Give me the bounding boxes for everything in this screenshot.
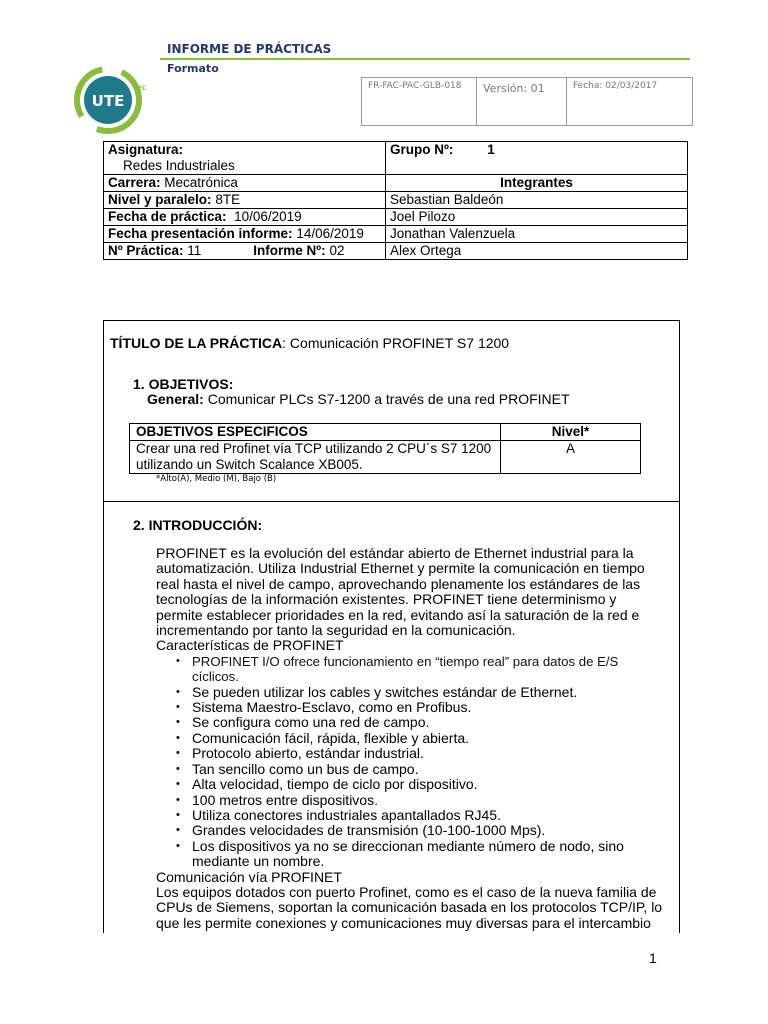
- feature-item: • Utiliza conectores industriales apantallados RJ45.: [192, 808, 666, 823]
- practice-title: [110, 335, 509, 351]
- practica-label: Nº Práctica:: [108, 243, 184, 258]
- document-date: Fecha: 02/03/2017: [573, 81, 658, 91]
- intro-paragraph: PROFINET es la evolución del estándar abierto de Ethernet industrial para la automatización. Utiliza Industrial Ethernet y permite la comunicación en tiempo real hasta el nivel de campo, aprovechando plenamente los estándares de las tecnologías de la información existentes. PROFINET tiene determinismo y permite establecer prioridades en la red, evitando así la saturación de la red e incrementando por tanto la seguridad en la comunicación.: [156, 545, 645, 639]
- info-table: [103, 141, 688, 260]
- carrera-value: Mecatrónica: [164, 175, 238, 190]
- practice-title-value: : Comunicación PROFINET S7 1200: [282, 335, 510, 351]
- grupo-label: Grupo Nº:: [390, 142, 454, 157]
- grupo-cell: [386, 142, 688, 175]
- report-subtitle: Formato: [167, 62, 219, 75]
- specific-objective-text: Crear una red Profinet vía TCP utilizando 2 CPU´s S7 1200 utilizando un Switch Scalance XB005.: [130, 441, 501, 474]
- general-value: Comunicar PLCs S7-1200 a través de una red PROFINET: [203, 391, 570, 407]
- logo-suffix: EC: [137, 85, 147, 92]
- practica-value: 11: [187, 243, 202, 258]
- comm-heading: Comunicación vía PROFINET: [156, 868, 342, 885]
- fecha-practica-cell: [104, 209, 386, 226]
- report-title: INFORME DE PRÁCTICAS: [167, 42, 332, 56]
- logo-text: UTE: [91, 92, 125, 110]
- carrera-cell: [104, 175, 386, 192]
- asignatura-value: Redes Industriales: [123, 158, 235, 173]
- comm-paragraph: Los equipos dotados con puerto Profinet, como es el caso de la nueva familia de CPUs de Siemens, soportan la comunicación basada en los protocolos TCP/IP, lo que les permite conexiones y comunicaciones muy diversas para el intercambio: [156, 883, 663, 931]
- asignatura-label: Asignatura:: [108, 142, 184, 157]
- practice-title-label: TÍTULO DE LA PRÁCTICA: [110, 335, 283, 351]
- fecha-presentacion-label: Fecha presentación informe:: [108, 226, 293, 241]
- asignatura-cell: [104, 142, 386, 175]
- objetivos-heading: 1. OBJETIVOS:: [133, 376, 234, 392]
- general-label: General:: [147, 391, 204, 407]
- feature-item: • Comunicación fácil, rápida, flexible y abierta.: [192, 731, 666, 746]
- feature-item: • Tan sencillo como un bus de campo.: [192, 762, 666, 777]
- fecha-presentacion-cell: [104, 226, 386, 243]
- feature-item: • 100 metros entre dispositivos.: [192, 793, 666, 808]
- introduccion-body: [156, 546, 666, 931]
- document-code: FR-FAC-PAC-GLB-018: [362, 78, 477, 125]
- fecha-practica-value: 10/06/2019: [234, 209, 302, 224]
- member-3: Jonathan Valenzuela: [386, 226, 688, 243]
- document-meta-box: [361, 77, 693, 126]
- practica-cell: [104, 243, 386, 260]
- page-number: 1: [649, 950, 657, 966]
- features-heading: Características de PROFINET: [156, 637, 344, 654]
- fecha-practica-label: Fecha de práctica:: [108, 209, 227, 224]
- specific-objective-level: A: [501, 441, 641, 474]
- header-rule: [160, 58, 690, 60]
- general-objective: [147, 391, 570, 407]
- feature-item: • Se pueden utilizar los cables y switches estándar de Ethernet.: [192, 685, 666, 700]
- section-divider: [103, 501, 679, 502]
- document-version: Versión: 01: [477, 78, 567, 125]
- feature-item: • Grandes velocidades de transmisión (10-100-1000 Mps).: [192, 823, 666, 838]
- member-4: Alex Ortega: [386, 243, 688, 260]
- member-1: Sebastian Baldeón: [386, 192, 688, 209]
- feature-item: • Protocolo abierto, estándar industrial.: [192, 746, 666, 761]
- level-legend-note: *Alto(A), Medio (M), Bajo (B): [156, 474, 277, 484]
- member-2: Joel Pilozo: [386, 209, 688, 226]
- feature-item: • PROFINET I/O ofrece funcionamiento en “tiempo real” para datos de E/S cíclicos.: [192, 654, 666, 685]
- grupo-value: 1: [487, 142, 495, 157]
- specific-objectives-table: [129, 423, 641, 474]
- integrantes-header: Integrantes: [386, 175, 688, 192]
- carrera-label: Carrera:: [108, 175, 161, 190]
- nivel-cell: [104, 192, 386, 209]
- feature-item: • Se configura como una red de campo.: [192, 715, 666, 730]
- level-header: Nivel*: [501, 424, 641, 441]
- nivel-label: Nivel y paralelo:: [108, 192, 212, 207]
- introduccion-heading: 2. INTRODUCCIÓN:: [133, 517, 263, 533]
- fecha-presentacion-value: 14/06/2019: [296, 226, 364, 241]
- feature-item: • Sistema Maestro-Esclavo, como en Profibus.: [192, 700, 666, 715]
- feature-item: • Alta velocidad, tiempo de ciclo por dispositivo.: [192, 777, 666, 792]
- specific-objectives-header: OBJETIVOS ESPECIFICOS: [130, 424, 501, 441]
- informe-label: Informe Nº:: [253, 243, 326, 258]
- nivel-value: 8TE: [215, 192, 241, 207]
- features-list: [156, 654, 666, 870]
- feature-item: • Los dispositivos ya no se direccionan mediante número de nodo, sino mediante un nombre.: [192, 839, 666, 870]
- ute-logo: [72, 62, 148, 138]
- informe-value: 02: [329, 243, 345, 258]
